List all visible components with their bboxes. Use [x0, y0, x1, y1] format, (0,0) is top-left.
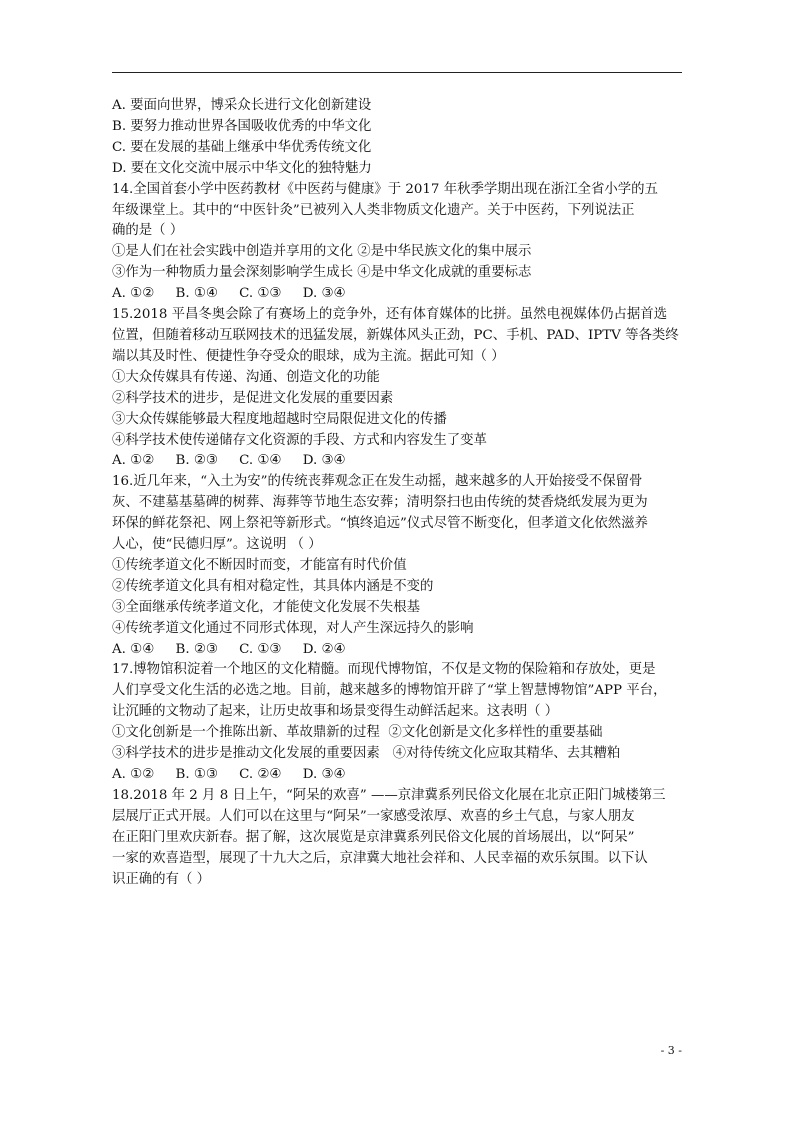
page-number: - 3 -	[660, 1044, 682, 1057]
question-17-line-3: 让沉睡的文物动了起来，让历史故事和场景变得生动鲜活起来。这表明（ ）	[112, 704, 559, 720]
option-d: D. 要在文化交流中展示中华文化的独特魅力	[112, 160, 372, 176]
question-17-statement-1: ①文化创新是一个推陈出新、革故鼎新的过程 ②文化创新是文化多样性的重要基础	[112, 725, 603, 741]
question-18-line-1: 18.2018 年 2 月 8 日上午，“阿呆的欢喜” ——京津冀系列民俗文化展在北京正阳门城楼第三	[112, 787, 666, 803]
question-18-line-5: 识正确的有（ ）	[112, 871, 210, 887]
question-16-choices: A. ①④ B. ②③ C. ①③ D. ②④	[112, 641, 346, 657]
question-15-line-2: 位置，但随着移动互联网技术的迅猛发展，新媒体风头正劲，PC、手机、PAD、IPTV 等各类终	[112, 327, 679, 343]
question-15-statement-1: ①大众传媒具有传递、沟通、创造文化的功能	[112, 369, 380, 385]
question-15-choices: A. ①② B. ②③ C. ①④ D. ③④	[112, 453, 346, 469]
question-16-statement-3: ③全面继承传统孝道文化，才能使文化发展不失根基	[112, 599, 420, 615]
question-18-line-2: 层展厅正式开展。人们可以在这里与“阿呆”一家感受浓厚、欢喜的乡土气息，与家人朋友	[112, 808, 635, 824]
question-18-line-4: 一家的欢喜造型，展现了十九大之后，京津冀大地社会祥和、人民幸福的欢乐氛围。以下认	[112, 850, 648, 866]
question-16-statement-2: ②传统孝道文化具有相对稳定性，其具体内涵是不变的	[112, 578, 434, 594]
question-16-statement-1: ①传统孝道文化不断因时而变，才能富有时代价值	[112, 557, 407, 573]
question-15-line-3: 端以其及时性、便捷性争夺受众的眼球，成为主流。据此可知（ ）	[112, 348, 505, 364]
header-rule	[112, 72, 682, 73]
question-17-statement-2: ③科学技术的进步是推动文化发展的重要因素 ④对待传统文化应取其精华、去其糟粕	[112, 746, 621, 762]
option-b: B. 要努力推动世界各国吸收优秀的中华文化	[112, 118, 372, 134]
question-15-statement-2: ②科学技术的进步，是促进文化发展的重要因素	[112, 390, 394, 406]
question-16-line-1: 16.近几年来，“入土为安”的传统丧葬观念正在发生动摇，越来越多的人开始接受不保留骨	[112, 474, 643, 490]
question-15-line-1: 15.2018 平昌冬奥会除了有赛场上的竞争外，还有体育媒体的比拼。虽然电视媒体仍占据首选	[112, 307, 668, 323]
question-14-statement-1: ①是人们在社会实践中创造并享用的文化 ②是中华民族文化的集中展示	[112, 244, 532, 260]
question-15-statement-4: ④科学技术使传递储存文化资源的手段、方式和内容发生了变革	[112, 432, 487, 448]
question-17-line-1: 17.博物馆积淀着一个地区的文化精髓。而现代博物馆，不仅是文物的保险箱和存放处，更是	[112, 662, 656, 678]
question-14-statement-2: ③作为一种物质力量会深刻影响学生成长 ④是中华文化成就的重要标志	[112, 265, 532, 281]
question-16-line-2: 灰、不建墓基墓碑的树葬、海葬等节地生态安葬；清明祭扫也由传统的焚香烧纸发展为更为	[112, 495, 648, 511]
question-16-statement-4: ④传统孝道文化通过不同形式体现，对人产生深远持久的影响	[112, 620, 474, 636]
option-c: C. 要在发展的基础上继承中华优秀传统文化	[112, 139, 372, 155]
question-14-line-2: 年级课堂上。其中的“中医针灸”已被列入人类非物质文化遗产。关于中医药，下列说法正	[112, 202, 635, 218]
option-a: A. 要面向世界，博采众长进行文化创新建设	[112, 98, 372, 113]
question-14-line-3: 确的是（ ）	[112, 223, 184, 239]
question-14-line-1: 14.全国首套小学中医药教材《中医药与健康》于 2017 年秋季学期出现在浙江全省小学的五	[112, 181, 658, 197]
question-17-choices: A. ①② B. ①③ C. ②④ D. ③④	[112, 767, 346, 782]
question-18-line-3: 在正阳门里欢庆新春。据了解，这次展览是京津冀系列民俗文化展的首场展出，以“阿呆”	[112, 829, 635, 845]
question-16-line-4: 人心，使“民德归厚”。这说明 （ ）	[112, 537, 322, 553]
question-15-statement-3: ③大众传媒能够最大程度地超越时空局限促进文化的传播	[112, 411, 447, 427]
page-content	[112, 96, 684, 890]
question-16-line-3: 环保的鲜花祭祀、网上祭祀等新形式。“慎终追远”仪式尽管不断变化，但孝道文化依然滋养	[112, 516, 648, 532]
question-14-choices: A. ①② B. ①④ C. ①③ D. ③④	[112, 286, 346, 302]
question-17-line-2: 人们享受文化生活的必选之地。目前，越来越多的博物馆开辟了“掌上智慧博物馆”APP 平台，	[112, 683, 667, 699]
